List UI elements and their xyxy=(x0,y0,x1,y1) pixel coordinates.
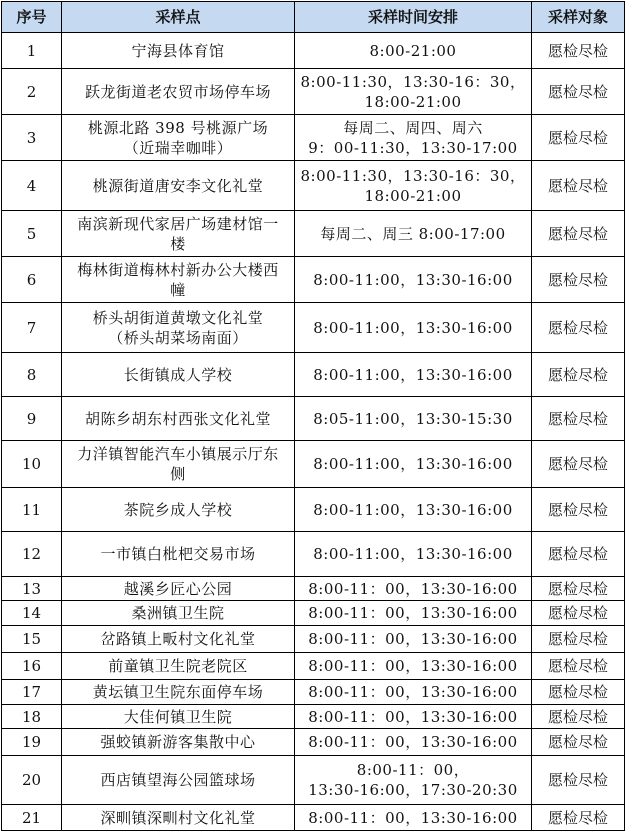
row-site: 大佳何镇卫生院 xyxy=(62,705,295,729)
row-target: 愿检尽检 xyxy=(532,353,625,397)
row-number: 9 xyxy=(2,397,62,441)
row-time: 8:00-11：00， 13:30-16:00，17:30-20:30 xyxy=(295,756,532,805)
row-target: 愿检尽检 xyxy=(532,729,625,756)
row-site: 岔路镇上畈村文化礼堂 xyxy=(62,626,295,653)
sampling-schedule-table xyxy=(1,1,625,831)
row-site: 桃源街道唐安李文化礼堂 xyxy=(62,161,295,211)
table-row xyxy=(2,680,625,705)
row-site: 桑洲镇卫生院 xyxy=(62,601,295,626)
row-target: 愿检尽检 xyxy=(532,69,625,115)
row-target: 愿检尽检 xyxy=(532,33,625,69)
row-number: 21 xyxy=(2,805,62,831)
row-time: 8:00-11:30，13:30-16：30， 18:00-21:00 xyxy=(295,69,532,115)
table-row xyxy=(2,653,625,680)
row-number: 5 xyxy=(2,211,62,257)
row-target: 愿检尽检 xyxy=(532,397,625,441)
row-time: 8:00-11：00，13:30-16:00 xyxy=(295,601,532,626)
row-time: 8:00-21:00 xyxy=(295,33,532,69)
row-number: 20 xyxy=(2,756,62,805)
row-site: 一市镇白枇杷交易市场 xyxy=(62,532,295,577)
row-site: 深甽镇深甽村文化礼堂 xyxy=(62,805,295,831)
row-time: 8:00-11：00，13:30-16:00 xyxy=(295,805,532,831)
row-site: 茶院乡成人学校 xyxy=(62,488,295,532)
table-row xyxy=(2,211,625,257)
row-number: 13 xyxy=(2,577,62,601)
row-number: 7 xyxy=(2,303,62,353)
table-row xyxy=(2,115,625,161)
header-row xyxy=(2,2,625,33)
row-number: 4 xyxy=(2,161,62,211)
row-target: 愿检尽检 xyxy=(532,805,625,831)
row-site: 桃源北路 398 号桃源广场 （近瑞幸咖啡） xyxy=(62,115,295,161)
row-site: 南滨新现代家居广场建材馆一 楼 xyxy=(62,211,295,257)
row-site: 长街镇成人学校 xyxy=(62,353,295,397)
row-target: 愿检尽检 xyxy=(532,257,625,303)
table-row xyxy=(2,257,625,303)
table-row xyxy=(2,729,625,756)
table-row xyxy=(2,488,625,532)
row-number: 16 xyxy=(2,653,62,680)
row-number: 8 xyxy=(2,353,62,397)
row-time: 每周二、周三 8:00-17:00 xyxy=(295,211,532,257)
row-time: 8:00-11：00，13:30-16:00 xyxy=(295,577,532,601)
row-time: 8:00-11：00，13:30-16:00 xyxy=(295,729,532,756)
row-target: 愿检尽检 xyxy=(532,705,625,729)
row-target: 愿检尽检 xyxy=(532,161,625,211)
row-target: 愿检尽检 xyxy=(532,532,625,577)
header-time: 采样时间安排 xyxy=(295,2,532,33)
row-site: 梅林街道梅林村新办公大楼西 幢 xyxy=(62,257,295,303)
table-row xyxy=(2,705,625,729)
row-site: 强蛟镇新游客集散中心 xyxy=(62,729,295,756)
row-site: 越溪乡匠心公园 xyxy=(62,577,295,601)
row-time: 8:00-11:00，13:30-16:00 xyxy=(295,488,532,532)
table-row xyxy=(2,353,625,397)
row-number: 14 xyxy=(2,601,62,626)
row-site: 胡陈乡胡东村西张文化礼堂 xyxy=(62,397,295,441)
row-time: 8:00-11：00，13:30-16:00 xyxy=(295,626,532,653)
row-site: 前童镇卫生院老院区 xyxy=(62,653,295,680)
row-target: 愿检尽检 xyxy=(532,680,625,705)
table-row xyxy=(2,532,625,577)
row-target: 愿检尽检 xyxy=(532,756,625,805)
table-row xyxy=(2,303,625,353)
row-site: 黄坛镇卫生院东面停车场 xyxy=(62,680,295,705)
row-target: 愿检尽检 xyxy=(532,601,625,626)
row-time: 8:00-11:00，13:30-16:00 xyxy=(295,303,532,353)
row-number: 10 xyxy=(2,441,62,488)
row-time: 8:05-11:00，13:30-15:30 xyxy=(295,397,532,441)
row-time: 8:00-11:00，13:30-16:00 xyxy=(295,532,532,577)
row-target: 愿检尽检 xyxy=(532,577,625,601)
row-number: 11 xyxy=(2,488,62,532)
row-target: 愿检尽检 xyxy=(532,626,625,653)
row-number: 12 xyxy=(2,532,62,577)
table-row xyxy=(2,805,625,831)
row-number: 6 xyxy=(2,257,62,303)
row-site: 桥头胡街道黄墩文化礼堂 （桥头胡菜场南面） xyxy=(62,303,295,353)
row-target: 愿检尽检 xyxy=(532,653,625,680)
row-number: 17 xyxy=(2,680,62,705)
row-time: 8:00-11：00，13:30-16:00 xyxy=(295,705,532,729)
header-no: 序号 xyxy=(2,2,62,33)
row-time: 8:00-11:00，13:30-16:00 xyxy=(295,353,532,397)
row-site: 跃龙街道老农贸市场停车场 xyxy=(62,69,295,115)
table-row xyxy=(2,756,625,805)
row-site: 西店镇望海公园篮球场 xyxy=(62,756,295,805)
row-number: 1 xyxy=(2,33,62,69)
row-time: 8:00-11：00，13:30-16:00 xyxy=(295,653,532,680)
row-target: 愿检尽检 xyxy=(532,441,625,488)
row-number: 15 xyxy=(2,626,62,653)
row-target: 愿检尽检 xyxy=(532,115,625,161)
row-number: 2 xyxy=(2,69,62,115)
table-body xyxy=(2,33,625,831)
row-time: 8:00-11:00，13:30-16:00 xyxy=(295,257,532,303)
row-target: 愿检尽检 xyxy=(532,211,625,257)
table-row xyxy=(2,577,625,601)
table-row xyxy=(2,397,625,441)
header-target: 采样对象 xyxy=(532,2,625,33)
row-target: 愿检尽检 xyxy=(532,303,625,353)
row-number: 3 xyxy=(2,115,62,161)
row-time: 8:00-11：00，13:30-16:00 xyxy=(295,680,532,705)
row-target: 愿检尽检 xyxy=(532,488,625,532)
row-site: 宁海县体育馆 xyxy=(62,33,295,69)
header-site: 采样点 xyxy=(62,2,295,33)
row-number: 19 xyxy=(2,729,62,756)
table-row xyxy=(2,69,625,115)
table-row xyxy=(2,33,625,69)
row-time: 每周二、周四、周六 9：00-11:30，13:30-17:00 xyxy=(295,115,532,161)
table-row xyxy=(2,626,625,653)
row-number: 18 xyxy=(2,705,62,729)
table-row xyxy=(2,441,625,488)
row-time: 8:00-11:00，13:30-16:00 xyxy=(295,441,532,488)
table-row xyxy=(2,161,625,211)
row-site: 力洋镇智能汽车小镇展示厅东 侧 xyxy=(62,441,295,488)
row-time: 8:00-11:30，13:30-16：30， 18:00-21:00 xyxy=(295,161,532,211)
table-row xyxy=(2,601,625,626)
